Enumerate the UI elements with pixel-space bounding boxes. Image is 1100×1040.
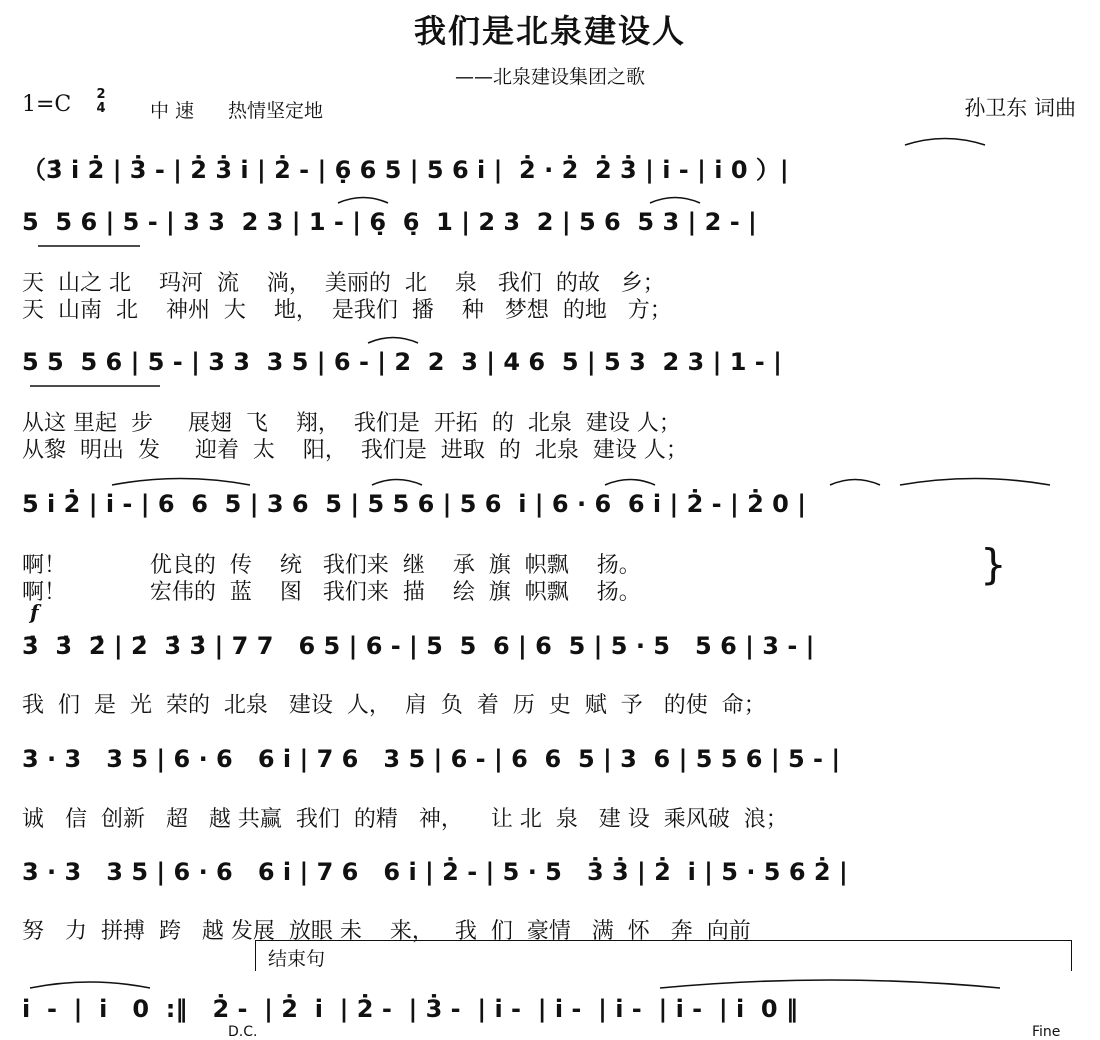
key-signature: 1=C [22, 92, 72, 117]
fine-marking: Fine [1032, 1024, 1061, 1040]
slur-2 [338, 198, 388, 204]
slur-3 [650, 198, 700, 204]
slur-10 [30, 982, 150, 988]
slur-9 [900, 479, 1050, 486]
composer-credit: 孙卫东 词曲 [964, 96, 1076, 120]
notation-line-6: 3 · 3 3 5 | 6 · 6 6 i̇ | 7 6 3 5 | 6 - | 6 6 5 | 3 6 | 5 5 6 | 5 - | [22, 745, 841, 773]
notation-line-7: 3 · 3 3 5 | 6 · 6 6 i̇ | 7 6 6 i̇ | 2̇ - | 5 · 5 3̇ 3̇ | 2̇ i̇ | 5 · 5 6 2̇ | [22, 858, 848, 886]
time-top: 2 [96, 87, 106, 102]
mood-marking: 热情坚定地 [228, 100, 324, 122]
lyric-line-7: 努 力 拼搏 跨 越 发展 放眼 未 来， 我 们 豪情 满 怀 奔 向前 [22, 919, 751, 944]
tempo-marking: 中 速 [150, 100, 195, 122]
notation-line-5: 3̇ 3̇ 2̇ | 2̇ 3̇ 3̇ | 7 7 6 5 | 6 - | 5 5 6 | 6 5 | 5 · 5 5 6 | 3 - | [22, 632, 815, 660]
verse-brace: } [980, 540, 1007, 589]
lyric-line-6: 诚 信 创新 超 越 共赢 我们 的精 神， 让 北 泉 建 设 乘风破 浪； [22, 807, 788, 832]
lyric-line-2a: 天 山之 北 玛河 流 淌， 美丽的 北 泉 我们 的故 乡； [22, 271, 665, 296]
time-signature [92, 88, 110, 116]
dynamic-forte: f [30, 600, 39, 624]
notation-line-3: 5 5 5 6 | 5 - | 3 3 3 5 | 6 - | 2 2 3 | 4 6 5 | 5 3 2 3 | 1 - | [22, 348, 782, 376]
lyric-line-2b: 天 山南 北 神州 大 地， 是我们 播 种 梦想 的地 方； [22, 298, 672, 323]
slur-5 [112, 479, 250, 486]
lyric-line-4b: 啊！ 宏伟的 蓝 图 我们来 描 绘 旗 帜飘 扬。 [22, 580, 641, 605]
slur-7 [605, 480, 655, 486]
dc-marking: D.C. [228, 1024, 258, 1040]
slur-4 [368, 338, 418, 344]
notation-line-4: 5 i̇ 2̇ | i̇ - | 6 6 5 | 3 6 5 | 5 5 6 | 5 6 i̇ | 6 · 6 6 i̇ | 2̇ - | 2̇ 0 | [22, 490, 806, 518]
slur-11 [660, 980, 1000, 988]
notation-line-8: i̇ - | i̇ 0 :‖ 2̇ - | 2̇ i̇ | 2̇ - | 3̇ - | i̇ - | i̇ - | i̇ - | i̇ - | i̇ 0 ‖ [22, 995, 798, 1023]
lyric-line-5: 我 们 是 光 荣的 北泉 建设 人， 肩 负 着 历 史 赋 予 的使 命； [22, 693, 766, 718]
notation-line-2: 5 5 6 | 5 - | 3 3 2 3 | 1 - | 6̣ 6̣ 1 | 2 3 2 | 5 6 5 3 | 2 - | [22, 208, 757, 236]
lyric-line-3a: 从这 里起 步 展翅 飞 翔， 我们是 开拓 的 北泉 建设 人； [22, 411, 681, 436]
slur-1 [905, 139, 985, 146]
slur-8 [830, 480, 880, 486]
ending-label: 结束句 [268, 948, 326, 970]
song-subtitle: ——北泉建设集团之歌 [454, 66, 645, 88]
notation-line-1: （3̇ i̇ 2̇ | 3̇ - | 2̇ 3̇ i̇ | 2̇ - | 6̣ 6 5 | 5 6 i̇ | 2̇ · 2̇ 2̇ 3̇ | i̇ - | i̇ 0 ）| [22, 156, 789, 184]
lyric-line-4a: 啊！ 优良的 传 统 我们来 继 承 旗 帜飘 扬。 [22, 553, 641, 578]
song-title: 我们是北泉建设人 [413, 12, 686, 50]
slur-6 [372, 480, 422, 486]
time-bottom: 4 [96, 101, 106, 116]
lyric-line-3b: 从黎 明出 发 迎着 太 阳， 我们是 进取 的 北泉 建设 人； [22, 438, 688, 463]
ending-bracket [255, 940, 1072, 971]
